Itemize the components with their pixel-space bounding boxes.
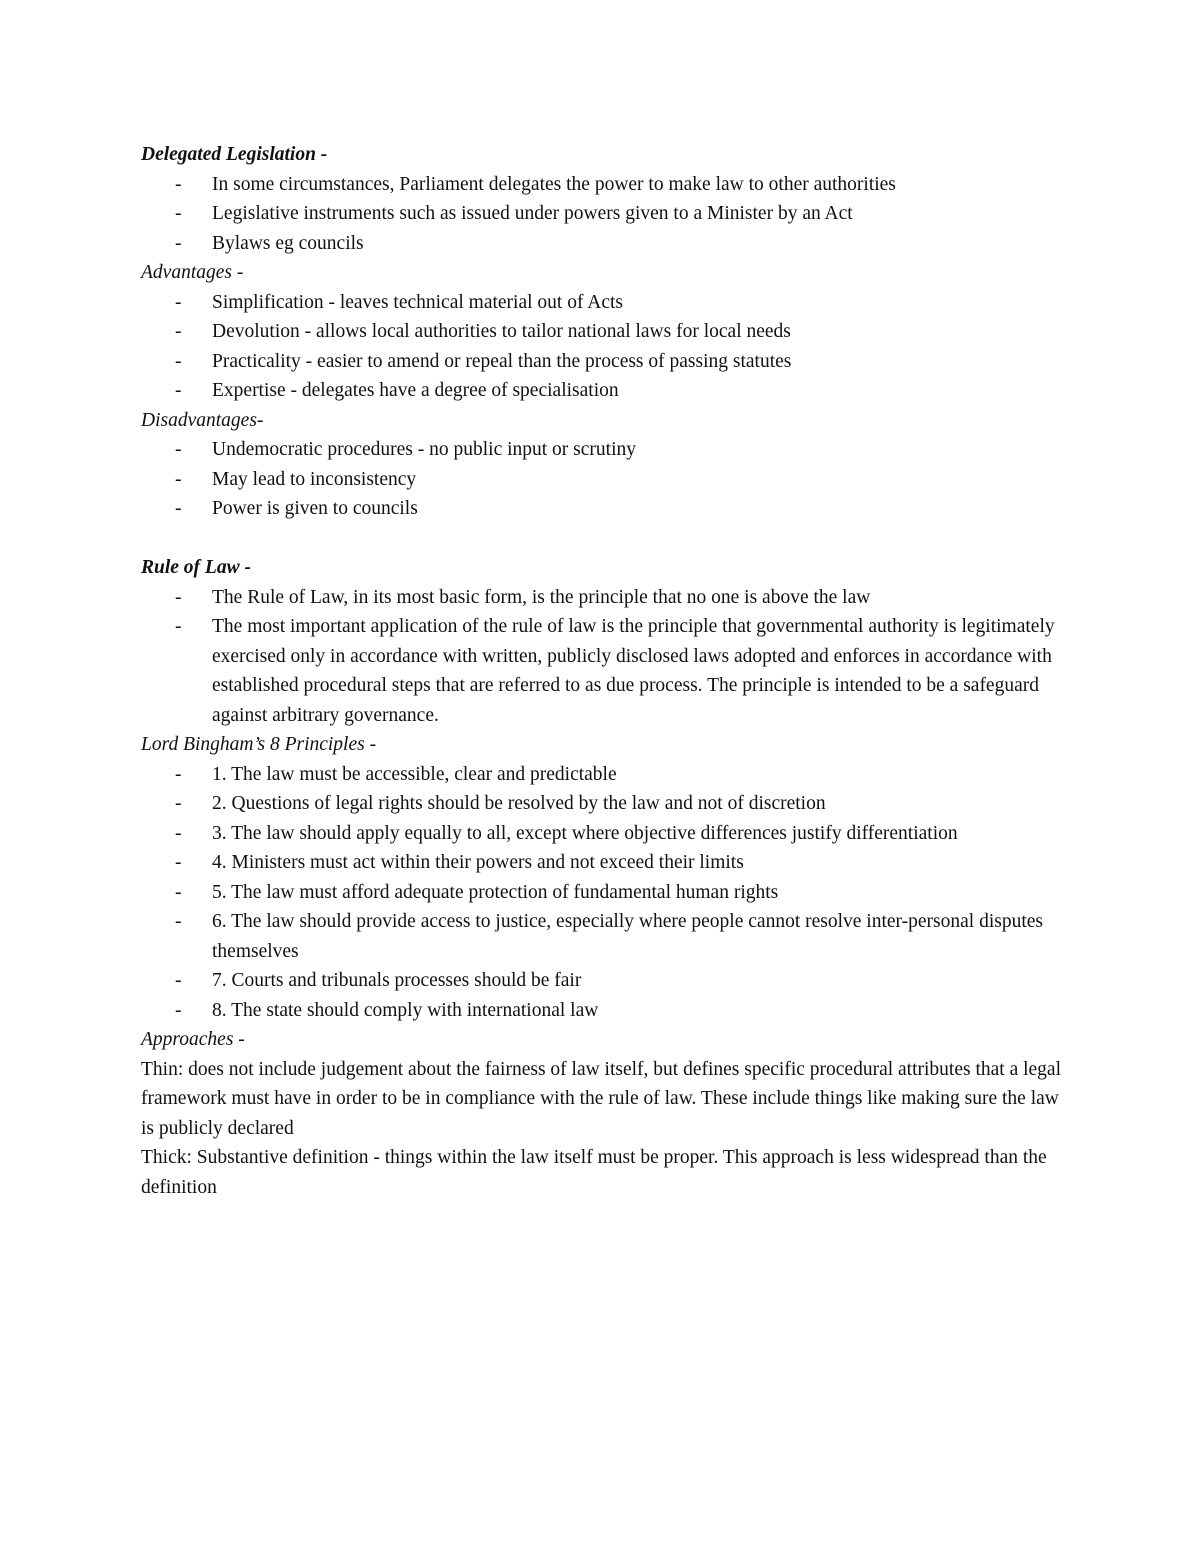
dash-bullet: - xyxy=(175,468,182,490)
dash-bullet: - xyxy=(175,586,182,608)
document-content xyxy=(141,140,1071,1202)
dash-bullet: - xyxy=(175,970,182,991)
list-item: - Legislative instruments such as issued under powers given to a Minister by an Act xyxy=(141,199,1071,229)
dash-bullet: - xyxy=(175,203,182,224)
list-item: - 3. The law should apply equally to all, except where objective differences justify differentiation xyxy=(141,819,1071,849)
dash-bullet: - xyxy=(175,616,182,637)
delegated-legislation-heading: Delegated Legislation - xyxy=(141,144,328,165)
dash-bullet: - xyxy=(175,822,182,844)
dash-bullet: - xyxy=(175,380,182,401)
advantages-subheading: Advantages - xyxy=(141,262,244,283)
list-item: - Practicality - easier to amend or repeal than the process of passing statutes xyxy=(141,347,1071,377)
approaches-subheading: Approaches - xyxy=(141,1029,245,1050)
rule-of-law-list xyxy=(141,583,1071,731)
dash-bullet: - xyxy=(175,793,182,814)
advantages-list xyxy=(141,288,1071,406)
delegated-legislation-list xyxy=(141,170,1071,259)
list-item: - Undemocratic procedures - no public input or scrutiny xyxy=(141,435,1071,465)
thin-approach-paragraph: Thin: does not include judgement about the fairness of law itself, but defines specific procedural attributes that a legal framework must have in order to be in compliance with the rule of law. These include things like making sure the law is publicly declared xyxy=(141,1058,1062,1139)
bingham-principles-list xyxy=(141,760,1071,1026)
list-item: - 7. Courts and tribunals processes should be fair xyxy=(141,966,1071,996)
list-item: - Devolution - allows local authorities to tailor national laws for local needs xyxy=(141,317,1071,347)
dash-bullet: - xyxy=(175,439,182,460)
section-spacer xyxy=(141,524,1071,554)
dash-bullet: - xyxy=(175,173,182,195)
list-item: - In some circumstances, Parliament delegates the power to make law to other authorities xyxy=(141,170,1071,200)
bingham-principles-subheading: Lord Bingham’s 8 Principles - xyxy=(141,734,377,755)
dash-bullet: - xyxy=(175,999,182,1021)
list-item: - The Rule of Law, in its most basic form, is the principle that no one is above the law xyxy=(141,583,1071,613)
dash-bullet: - xyxy=(175,232,182,254)
dash-bullet: - xyxy=(175,321,182,342)
list-item: - 5. The law must afford adequate protection of fundamental human rights xyxy=(141,878,1071,908)
dash-bullet: - xyxy=(175,291,182,313)
dash-bullet: - xyxy=(175,350,182,372)
list-item: - 8. The state should comply with international law xyxy=(141,996,1071,1026)
thick-approach-paragraph: Thick: Substantive definition - things within the law itself must be proper. This approach is less widespread than the definition xyxy=(141,1147,1047,1198)
list-item: - Simplification - leaves technical material out of Acts xyxy=(141,288,1071,318)
dash-bullet: - xyxy=(175,763,182,785)
disadvantages-subheading: Disadvantages- xyxy=(141,409,264,431)
list-item: - Power is given to councils xyxy=(141,494,1071,524)
list-item: - The most important application of the rule of law is the principle that governmental authority is legitimately exercised only in accordance with written, publicly disclosed laws adopted and enforces in accordance with established procedural steps that are referred to as due process. The principle is intended to be a safeguard against arbitrary governance. xyxy=(141,612,1071,730)
list-item: - Bylaws eg councils xyxy=(141,229,1071,259)
list-item: - 1. The law must be accessible, clear and predictable xyxy=(141,760,1071,790)
dash-bullet: - xyxy=(175,911,182,932)
list-item: - 4. Ministers must act within their powers and not exceed their limits xyxy=(141,848,1071,878)
dash-bullet: - xyxy=(175,881,182,903)
disadvantages-list xyxy=(141,435,1071,524)
list-item: - Expertise - delegates have a degree of specialisation xyxy=(141,376,1071,406)
dash-bullet: - xyxy=(175,498,182,519)
rule-of-law-heading: Rule of Law - xyxy=(141,557,251,578)
list-item: - May lead to inconsistency xyxy=(141,465,1071,495)
list-item: - 2. Questions of legal rights should be resolved by the law and not of discretion xyxy=(141,789,1071,819)
dash-bullet: - xyxy=(175,852,182,873)
list-item: - 6. The law should provide access to justice, especially where people cannot resolve inter-personal disputes themselves xyxy=(141,907,1071,966)
